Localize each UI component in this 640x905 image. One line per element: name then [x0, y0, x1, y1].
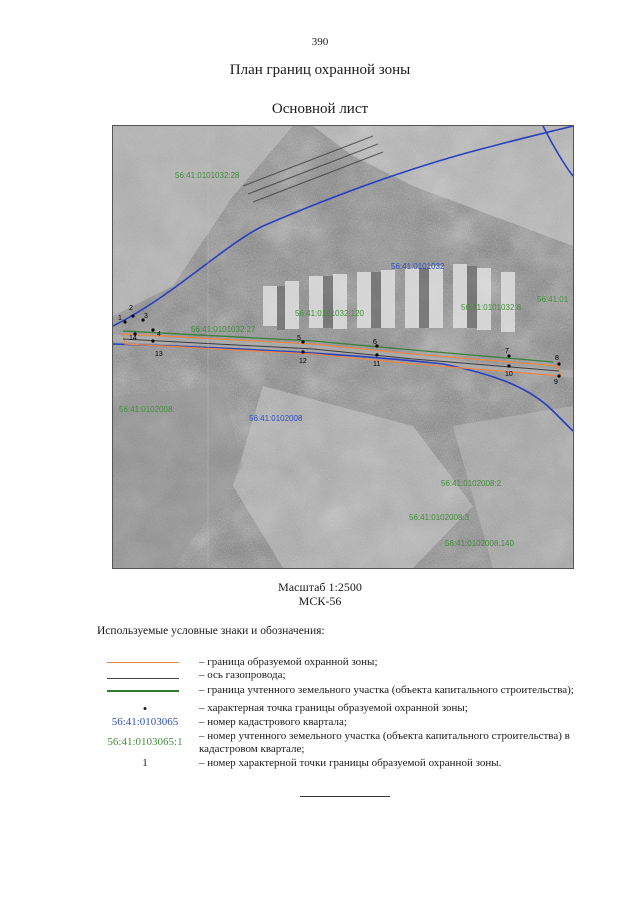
footer-divider — [300, 796, 390, 797]
quarter-label: 56:41:0101032 — [391, 262, 445, 271]
point-label: 9 — [554, 379, 558, 386]
parcel-label: 56:41:0101032:120 — [295, 309, 364, 318]
point-number-sample: 1 — [142, 757, 148, 769]
satellite-map — [112, 125, 574, 569]
point-dot-icon: • — [142, 701, 148, 716]
page-number: 390 — [311, 36, 329, 48]
legend-item-parcel-number — [97, 730, 597, 758]
point-label: 12 — [299, 358, 307, 365]
point-label: 14 — [129, 335, 137, 342]
legend-title: Используемые условные знаки и обозначения: — [97, 625, 325, 637]
legend-text: – характерная точка границы образуемой охранной зоны; — [199, 702, 468, 714]
legend-item-point-number — [97, 757, 597, 771]
parcel-label: 56:41:0102008:3 — [409, 513, 470, 522]
parcel-label: 56:41:01 — [537, 295, 569, 304]
parcel-label: 56:41:0102008:2 — [441, 479, 502, 488]
legend-text: – номер учтенного земельного участка (объекта капитального строительства) в кадастровом квартале; — [199, 730, 570, 755]
legend-item-characteristic-point — [97, 702, 597, 716]
point-label: 13 — [155, 351, 163, 358]
pipeline-axis-line-icon — [107, 678, 179, 679]
legend-text: – ось газопровода; — [199, 669, 286, 681]
page-title: План границ охранной зоны — [229, 62, 411, 78]
point-label: 1 — [118, 315, 122, 322]
point-label: 2 — [129, 305, 133, 312]
point-label: 6 — [373, 339, 377, 346]
point-label: 3 — [144, 313, 148, 320]
legend-text: – граница учтенного земельного участка (объекта капитального строительства); — [199, 684, 574, 696]
legend-item-parcel-boundary — [97, 684, 597, 698]
parcel-label: 56:41:0102008: — [119, 405, 175, 414]
legend-text: – номер кадастрового квартала; — [199, 716, 347, 728]
quarter-number-sample: 56:41:0103065 — [111, 716, 179, 728]
zone-boundary-line-icon — [107, 662, 179, 663]
legend-item-zone-boundary — [97, 656, 597, 670]
scale-info — [0, 580, 640, 608]
legend-text: – номер характерной точки границы образуемой охранной зоны. — [199, 757, 502, 769]
legend-item-quarter-number — [97, 716, 597, 730]
map-canvas — [113, 126, 573, 568]
point-label: 5 — [297, 335, 301, 342]
parcel-boundary-line-icon — [107, 690, 179, 692]
parcel-label: 56:41:0101032:28 — [175, 171, 240, 180]
scale-text: Масштаб 1:2500 — [278, 580, 362, 594]
parcel-label: 56:41:0102008:140 — [445, 539, 514, 548]
point-label: 8 — [555, 355, 559, 362]
sheet-subtitle: Основной лист — [271, 101, 369, 117]
point-label: 11 — [373, 361, 381, 368]
parcel-label: 56:41:0101032:8 — [461, 303, 522, 312]
point-label: 7 — [505, 348, 509, 355]
crs-text: МСК-56 — [298, 594, 342, 608]
point-label: 4 — [157, 331, 161, 338]
legend-text: – граница образуемой охранной зоны; — [199, 656, 378, 668]
parcel-number-sample: 56:41:0103065:1 — [107, 736, 183, 748]
legend-item-pipeline-axis — [97, 669, 597, 683]
point-label: 10 — [505, 371, 513, 378]
parcel-label: 56:41:0101032:27 — [191, 325, 256, 334]
quarter-label: 56:41:0102008 — [249, 414, 303, 423]
